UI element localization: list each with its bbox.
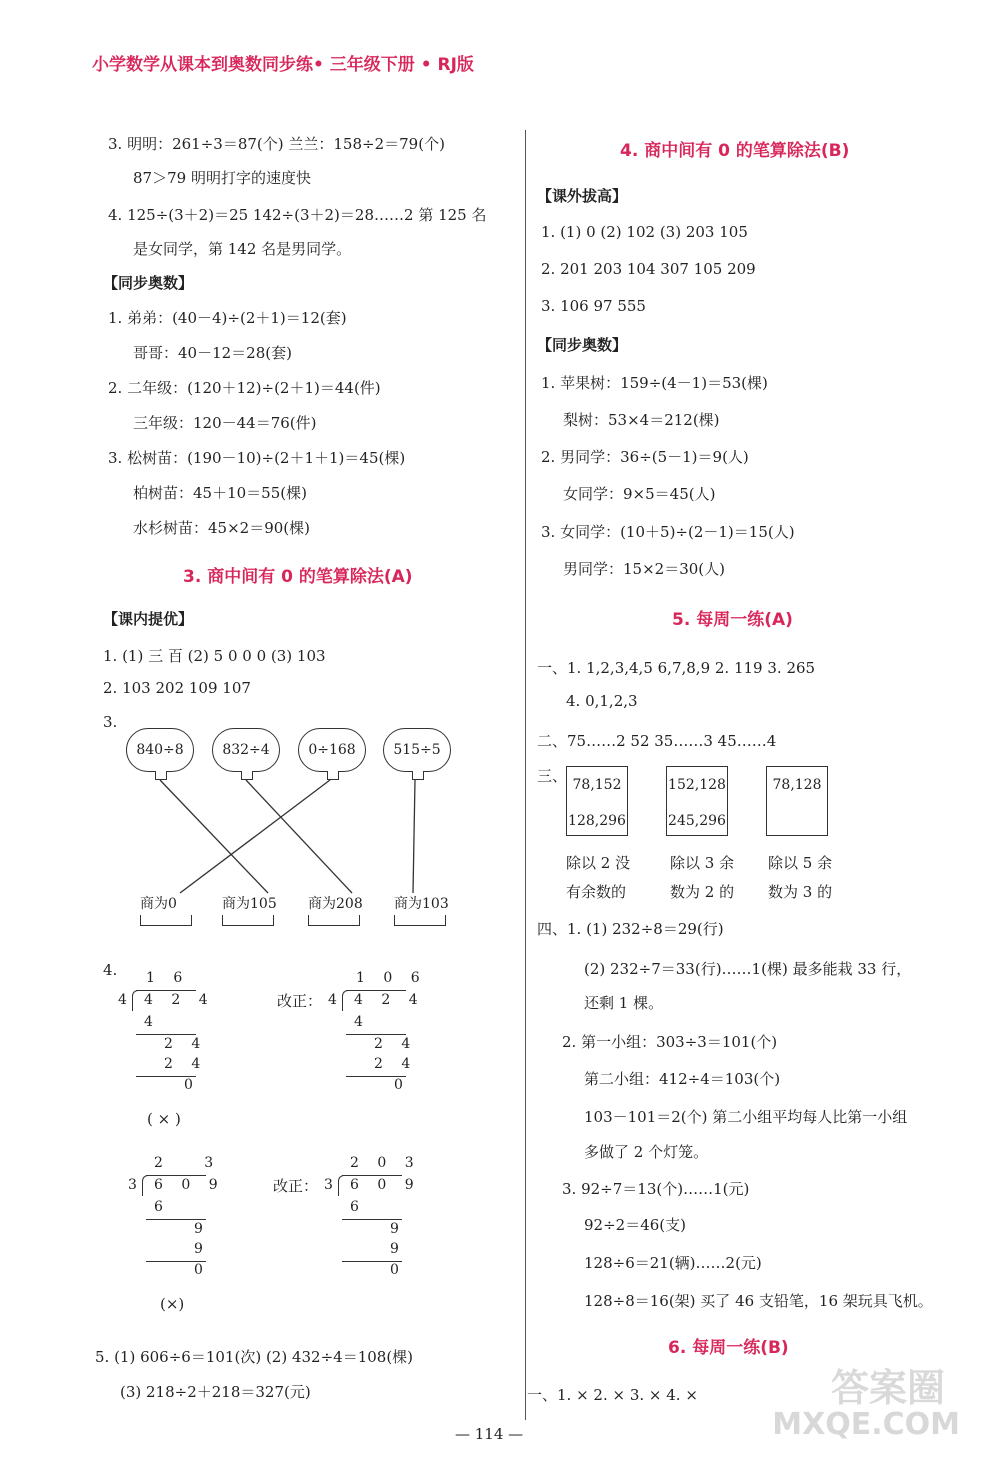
- wrong-mark: ( × ): [147, 1110, 181, 1128]
- answer-line: 一、1. × 2. × 3. × 4. ×: [527, 1386, 698, 1404]
- cloud-expression: 832÷4: [212, 728, 280, 772]
- page-header: 小学数学从课本到奥数同步练• 三年级下册 • RJ版: [92, 55, 474, 75]
- section-title: 6. 每周一练(B): [668, 1338, 789, 1358]
- answer-line: 4. 0,1,2,3: [566, 692, 638, 710]
- answer-line: 女同学：9×5＝45(人): [563, 485, 716, 503]
- correction-label: 改正：: [273, 1177, 319, 1195]
- answer-line: 柏树苗：45＋10＝55(棵): [133, 484, 307, 502]
- quotient-basket: 商为0: [140, 893, 192, 926]
- answer-line: 男同学：15×2＝30(人): [563, 560, 725, 578]
- answer-line: 3.: [103, 713, 118, 731]
- box-caption: 除以 3 余: [670, 854, 735, 872]
- section-tag: 【课内提优】: [103, 610, 194, 628]
- answer-line: 4.: [103, 961, 118, 979]
- answer-line: 1. 苹果树：159÷(4－1)＝53(棵): [541, 374, 768, 392]
- section-title: 5. 每周一练(A): [672, 610, 793, 630]
- watermark-logo: 答案圈: [830, 1366, 945, 1410]
- quotient-basket: 商为208: [308, 893, 363, 926]
- section-tag: 【同步奥数】: [537, 336, 628, 354]
- answer-line: 1. (1) 0 (2) 102 (3) 203 105: [541, 223, 748, 241]
- answer-line: 是女同学，第 142 名是男同学。: [133, 240, 352, 258]
- section-title: 4. 商中间有 0 的笔算除法(B): [620, 141, 850, 161]
- answer-line: 3. 女同学：(10＋5)÷(2－1)＝15(人): [541, 523, 795, 541]
- correction-label: 改正：: [277, 992, 323, 1010]
- answer-line: 128÷8＝16(架) 买了 46 支铅笔，16 架玩具飞机。: [584, 1292, 933, 1310]
- box-caption: 除以 5 余: [768, 854, 833, 872]
- answer-line: 哥哥：40－12＝28(套): [133, 344, 292, 362]
- answer-line: 三、: [537, 767, 568, 785]
- answer-line: 1. (1) 三 百 (2) 5 0 0 0 (3) 103: [103, 647, 326, 665]
- answer-line: 梨树：53×4＝212(棵): [563, 411, 720, 429]
- answer-line: (2) 232÷7＝33(行)……1(棵) 最多能栽 33 行，: [584, 960, 912, 978]
- answer-line: 103－101＝2(个) 第二小组平均每人比第一小组: [584, 1108, 908, 1126]
- answer-line: 3. 106 97 555: [541, 297, 646, 315]
- answer-line: 水杉树苗：45×2＝90(棵): [133, 519, 310, 537]
- cloud-expression: 515÷5: [383, 728, 451, 772]
- section-tag: 【同步奥数】: [103, 274, 194, 292]
- answer-line: 3. 明明：261÷3＝87(个) 兰兰：158÷2＝79(个): [108, 135, 445, 153]
- number-box: 152,128 245,296: [666, 766, 728, 836]
- wrong-mark: (×): [160, 1295, 185, 1313]
- answer-line: 128÷6＝21(辆)……2(元): [584, 1254, 762, 1272]
- answer-line: 2. 第一小组：303÷3＝101(个): [562, 1033, 778, 1051]
- cloud-expression: 0÷168: [298, 728, 366, 772]
- answer-line: 多做了 2 个灯笼。: [584, 1143, 709, 1161]
- answer-line: 二、75……2 52 35……3 45……4: [537, 732, 777, 750]
- box-caption: 有余数的: [566, 883, 627, 901]
- watermark: MXQE.COM: [772, 1407, 960, 1442]
- answer-line: 3. 松树苗：(190－10)÷(2＋1＋1)＝45(棵): [108, 449, 406, 467]
- answer-line: 5. (1) 606÷6＝101(次) (2) 432÷4＝108(棵): [95, 1348, 414, 1366]
- quotient-basket: 商为105: [222, 893, 277, 926]
- answer-line: 第二小组：412÷4＝103(个): [584, 1070, 781, 1088]
- number-box: 78,152 128,296: [566, 766, 628, 836]
- answer-line: 2. 男同学：36÷(5－1)＝9(人): [541, 448, 749, 466]
- answer-line: 92÷2＝46(支): [584, 1216, 686, 1234]
- answer-line: 三年级：120－44＝76(件): [133, 414, 317, 432]
- box-caption: 除以 2 没: [566, 854, 631, 872]
- answer-line: 一、1. 1,2,3,4,5 6,7,8,9 2. 119 3. 265: [537, 659, 816, 677]
- section-tag: 【课外拔高】: [537, 187, 628, 205]
- box-caption: 数为 3 的: [768, 883, 833, 901]
- quotient-basket: 商为103: [394, 893, 449, 926]
- box-caption: 数为 2 的: [670, 883, 735, 901]
- number-box: 78,128: [766, 766, 828, 836]
- page-number: — 114 —: [455, 1425, 524, 1443]
- section-title: 3. 商中间有 0 的笔算除法(A): [183, 567, 413, 587]
- answer-line: 4. 125÷(3＋2)＝25 142÷(3＋2)＝28……2 第 125 名: [108, 206, 487, 224]
- answer-line: 还剩 1 棵。: [584, 994, 664, 1012]
- answer-line: 2. 二年级：(120＋12)÷(2＋1)＝44(件): [108, 379, 381, 397]
- answer-line: 2. 201 203 104 307 105 209: [541, 260, 756, 278]
- cloud-expression: 840÷8: [126, 728, 194, 772]
- answer-line: 2. 103 202 109 107: [103, 679, 251, 697]
- answer-line: 四、1. (1) 232÷8＝29(行): [537, 920, 724, 938]
- answer-line: 1. 弟弟：(40－4)÷(2＋1)＝12(套): [108, 309, 347, 327]
- answer-line: 3. 92÷7＝13(个)……1(元): [562, 1180, 750, 1198]
- answer-line: 87＞79 明明打字的速度快: [133, 169, 311, 187]
- answer-line: (3) 218÷2＋218＝327(元): [120, 1383, 311, 1401]
